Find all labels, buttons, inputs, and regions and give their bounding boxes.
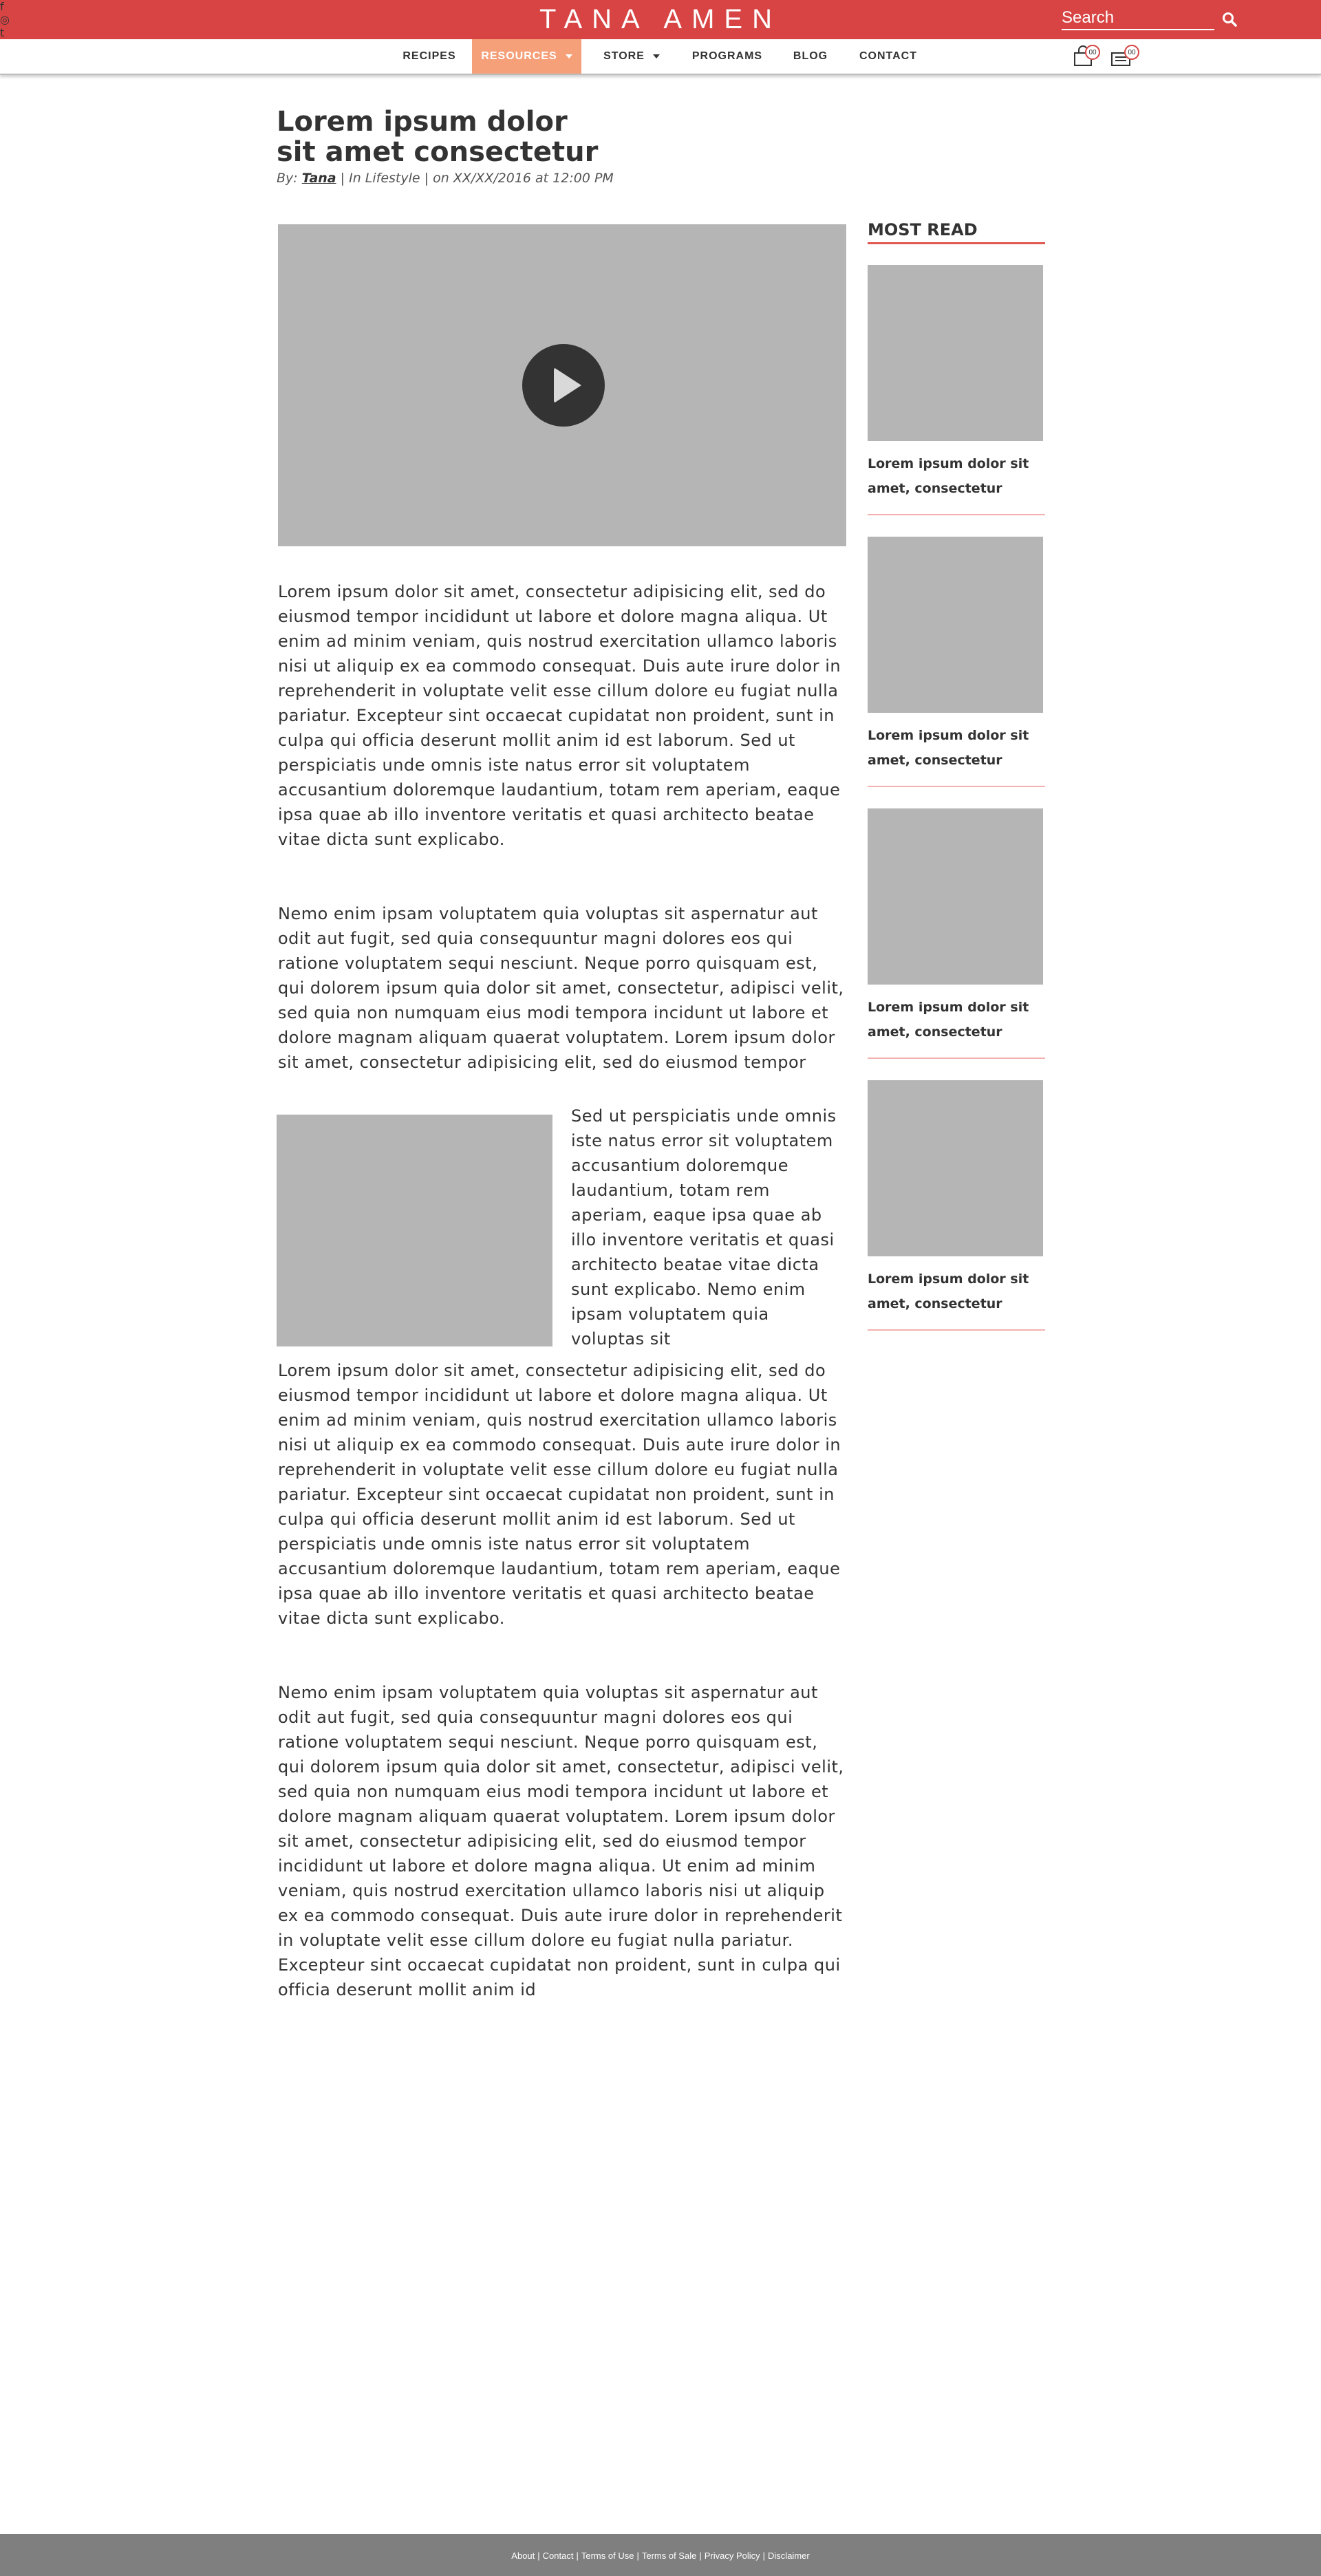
nav-label: PROGRAMS: [691, 50, 763, 62]
author-link[interactable]: Tana: [301, 171, 336, 186]
article-paragraph-4: Nemo enim ipsam voluptatem quia voluptas sit aspernatur aut odit aut fugit, sed quia consequuntur magni dolores eos qui ratione voluptatem sequi nesciunt. Neque porro quisquam est, qui dolorem ipsum quia dolor sit amet, consectetur, adipisci velit, sed quia non numquam eius modi tempora incidunt ut labore et dolore magnam aliquam quaerat voluptatem. Lorem ipsum dolor sit amet, consectetur adipisicing elit, sed do eiusmod tempor incididunt ut labore et dolore magna aliqua. Ut enim ad minim veniam, quis nostrud exercitation ullamco laboris nisi ut aliquip ex ea commodo consequat. Duis aute irure dolor in reprehenderit in voluptate velit esse cillum dolore eu fugiat nulla pariatur. Excepteur sint occaecat cupidatat non proident, sunt in culpa qui officia deserunt mollit anim id: [278, 1683, 844, 1999]
inline-image: [277, 1115, 552, 1346]
heading-underline: [868, 242, 1045, 244]
byline: [277, 171, 614, 186]
most-read-image[interactable]: [868, 265, 1043, 441]
title-line-1: Lorem ipsum dolor: [277, 106, 568, 138]
nav-label: STORE: [603, 50, 645, 62]
search-input[interactable]: [1062, 7, 1214, 29]
nav-label: RECIPES: [402, 50, 456, 62]
divider: [868, 1058, 1045, 1059]
footer-link-about[interactable]: About: [511, 2551, 535, 2561]
play-icon[interactable]: [522, 344, 605, 427]
chevron-down-icon: [566, 54, 572, 58]
footer-link-terms-of-sale[interactable]: Terms of Sale: [641, 2551, 697, 2561]
nav-label: RESOURCES: [481, 50, 557, 62]
footer-link-contact[interactable]: Contact: [542, 2551, 574, 2561]
nav-item-recipes[interactable]: [394, 39, 465, 74]
most-read-title[interactable]: Lorem ipsum dolor sit amet, consectetur: [868, 456, 1029, 496]
footer-separator: |: [576, 2551, 579, 2561]
footer-separator: |: [762, 2551, 766, 2561]
cart-count-badge: 00: [1085, 45, 1100, 60]
most-read-heading: MOST READ: [868, 220, 978, 239]
most-read-title[interactable]: Lorem ipsum dolor sit amet, consectetur: [868, 728, 1029, 768]
article-paragraph-3: Lorem ipsum dolor sit amet, consectetur adipisicing elit, sed do eiusmod tempor incididunt ut labore et dolore magna aliqua. Ut enim ad minim veniam, quis nostrud exercitation ullamco laboris nisi ut aliquip ex ea commodo consequat. Duis aute irure dolor in reprehenderit in voluptate velit esse cillum dolore eu fugiat nulla pariatur. Excepteur sint occaecat cupidatat non proident, sunt in culpa qui officia deserunt mollit anim id est laborum. Sed ut perspiciatis unde omnis iste natus error sit voluptatem accusantium doloremque laudantium, totam rem aperiam, eaque ipsa quae ab illo inventore veritatis et quasi architecto beatae vitae dicta sunt explicabo.: [278, 1361, 841, 1628]
footer-separator: |: [636, 2551, 639, 2561]
site-logo[interactable]: TANA AMEN: [539, 4, 782, 34]
most-read-title[interactable]: Lorem ipsum dolor sit amet, consectetur: [868, 1271, 1029, 1311]
footer-link-privacy-policy[interactable]: Privacy Policy: [704, 2551, 760, 2561]
article-paragraph-1: Lorem ipsum dolor sit amet, consectetur adipisicing elit, sed do eiusmod tempor incididunt ut labore et dolore magna aliqua. Ut enim ad minim veniam, quis nostrud exercitation ullamco laboris nisi ut aliquip ex ea commodo consequat. Duis aute irure dolor in reprehenderit in voluptate velit esse cillum dolore eu fugiat nulla pariatur. Excepteur sint occaecat cupidatat non proident, sunt in culpa qui officia deserunt mollit anim id est laborum. Sed ut perspiciatis unde omnis iste natus error sit voluptatem accusantium doloremque laudantium, totam rem aperiam, eaque ipsa quae ab illo inventore veritatis et quasi architecto beatae vitae dicta sunt explicabo.: [278, 582, 841, 849]
divider: [868, 786, 1045, 787]
divider: [868, 1329, 1045, 1331]
nav-item-resources[interactable]: [472, 39, 581, 74]
nav-item-store[interactable]: [597, 39, 666, 74]
orders-count-badge: 00: [1124, 45, 1139, 60]
article-paragraph-side: Sed ut perspiciatis unde omnis iste natus error sit voluptatem accusantium doloremque laudantium, totam rem aperiam, eaque ipsa quae ab illo inventore veritatis et quasi architecto beatae vitae dicta sunt explicabo. Nemo enim ipsam voluptatem quia voluptas sit: [571, 1106, 837, 1349]
twitter-icon[interactable]: t: [0, 26, 5, 39]
nav-item-contact[interactable]: [852, 39, 925, 74]
most-read-image[interactable]: [868, 1080, 1043, 1256]
search-icon[interactable]: [1221, 11, 1238, 28]
post-meta: | In Lifestyle | on XX/XX/2016 at 12:00 PM: [340, 171, 614, 186]
main-nav: [0, 39, 1321, 75]
footer-links: [0, 2551, 1321, 2561]
divider: [868, 514, 1045, 515]
most-read-image[interactable]: [868, 537, 1043, 713]
most-read-title[interactable]: Lorem ipsum dolor sit amet, consectetur: [868, 1000, 1029, 1040]
nav-label: BLOG: [793, 50, 828, 62]
footer-link-disclaimer[interactable]: Disclaimer: [768, 2551, 810, 2561]
article-paragraph-2: Nemo enim ipsam voluptatem quia voluptas sit aspernatur aut odit aut fugit, sed quia consequuntur magni dolores eos qui ratione voluptatem sequi nesciunt. Neque porro quisquam est, qui dolorem ipsum quia dolor sit amet, consectetur, adipisci velit, sed quia non numquam eius modi tempora incidunt ut labore et dolore magnam aliquam quaerat voluptatem. Lorem ipsum dolor sit amet, consectetur adipisicing elit, sed do eiusmod tempor: [278, 904, 844, 1072]
title-line-2: sit amet consectetur: [277, 136, 599, 168]
search-box: [1062, 7, 1214, 30]
top-bar: [0, 0, 1321, 39]
nav-label: CONTACT: [859, 50, 918, 62]
footer-link-terms-of-use[interactable]: Terms of Use: [581, 2551, 634, 2561]
instagram-icon[interactable]: ◎: [0, 13, 10, 26]
facebook-icon[interactable]: f: [0, 0, 4, 13]
footer: [0, 2534, 1321, 2576]
footer-separator: |: [537, 2551, 540, 2561]
most-read-image[interactable]: [868, 808, 1043, 985]
nav-item-programs[interactable]: [685, 39, 769, 74]
footer-separator: |: [699, 2551, 702, 2561]
chevron-down-icon: [653, 54, 660, 58]
nav-item-blog[interactable]: [784, 39, 837, 74]
page-title: [277, 107, 621, 167]
by-label: By:: [277, 171, 298, 186]
